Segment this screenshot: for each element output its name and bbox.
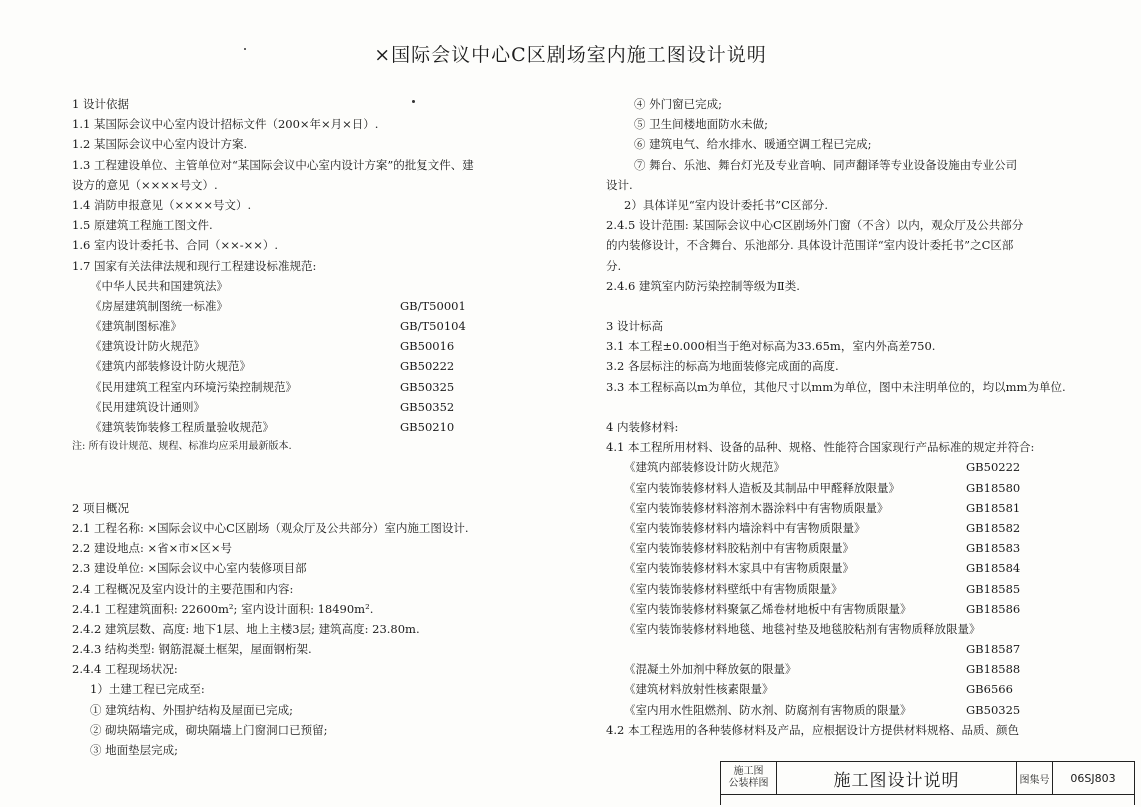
text-line xyxy=(606,599,1106,619)
text-line xyxy=(606,336,1106,356)
text-line xyxy=(72,336,542,356)
title-block xyxy=(720,761,1135,805)
line-text: 2.3 建设单位: ×国际会议中心室内装修项目部 xyxy=(72,561,307,576)
line-text: 的内装修设计，不含舞台、乐池部分. 具体设计范围详“室内设计委托书”之C区部 xyxy=(606,238,1014,253)
text-line xyxy=(72,256,542,276)
line-text: 4.1 本工程所用材料、设备的品种、规格、性能符合国家现行产品标准的规定并符合: xyxy=(606,440,1035,455)
text-line xyxy=(72,619,542,639)
text-line xyxy=(72,276,542,296)
text-line xyxy=(606,518,1106,538)
line-text: 《室内用水性阻燃剂、防水剂、防腐剂有害物质的限量》 xyxy=(624,702,912,717)
title-block-category xyxy=(721,762,777,794)
line-text: 2.4.4 工程现场状况: xyxy=(72,662,178,677)
line-text: 《室内装饰装修材料地毯、地毯衬垫及地毯胶粘剂有害物质释放限量》 xyxy=(624,621,981,636)
standard-code: GB18586 xyxy=(966,601,1021,616)
line-text: 2.4.1 工程建筑面积: 22600m²; 室内设计面积: 18490m². xyxy=(72,601,374,616)
standard-code: GB18582 xyxy=(966,520,1021,535)
signature-row xyxy=(721,794,1134,807)
text-line xyxy=(72,498,542,518)
line-text: ⑤ 卫生间楼地面防水未做; xyxy=(634,117,769,132)
line-text: 《建筑装饰装修工程质量验收规范》 xyxy=(90,420,274,434)
text-line xyxy=(606,720,1106,740)
line-text: 1）土建工程已完成至: xyxy=(90,682,205,697)
text-line xyxy=(72,457,542,477)
text-line xyxy=(72,134,542,154)
page-title: ×国际会议中心C区剧场室内施工图设计说明 xyxy=(374,44,767,66)
line-text: 分. xyxy=(606,258,622,273)
text-line xyxy=(72,417,542,437)
line-text: 2.4.3 结构类型: 钢筋混凝土框架，屋面钢桁架. xyxy=(72,642,312,657)
text-line xyxy=(606,619,1106,639)
text-line xyxy=(72,155,542,175)
text-line xyxy=(606,94,1106,114)
text-line xyxy=(606,417,1106,437)
text-line xyxy=(606,195,1106,215)
text-line xyxy=(606,377,1106,397)
text-line xyxy=(606,639,1106,659)
standard-code: GB6566 xyxy=(966,682,1013,697)
text-line xyxy=(72,720,542,740)
sheet-title: 施工图设计说明 xyxy=(777,762,1017,794)
line-text: 2.4.2 建筑层数、高度: 地下1层、地上主楼3层; 建筑高度: 23.80m. xyxy=(72,621,420,636)
atlas-label: 图集号 xyxy=(1017,762,1053,794)
line-text: 《室内装饰装修材料内墙涂料中有害物质限量》 xyxy=(624,520,866,535)
text-line xyxy=(72,740,542,760)
line-text: ⑥ 建筑电气、给水排水、暖通空调工程已完成; xyxy=(634,137,872,152)
text-line xyxy=(72,215,542,235)
line-text: 1.4 消防申报意见（××××号文）. xyxy=(72,197,252,212)
line-text: 《室内装饰装修材料木家具中有害物质限量》 xyxy=(624,561,854,576)
text-line xyxy=(72,195,542,215)
standard-code: GB18581 xyxy=(966,500,1021,515)
line-text: 2.4 工程概况及室内设计的主要范围和内容: xyxy=(72,581,294,596)
line-text: 《混凝土外加剂中释放氨的限量》 xyxy=(624,662,797,677)
text-line xyxy=(606,276,1106,296)
line-text: ② 砌块隔墙完成，砌块隔墙上门窗洞口已预留; xyxy=(90,722,328,737)
line-text: 《建筑内部装修设计防火规范》 xyxy=(90,359,251,374)
line-text: 3.2 各层标注的标高为地面装修完成面的高度. xyxy=(606,359,839,374)
line-text: 2 项目概况 xyxy=(72,500,129,515)
text-line xyxy=(606,155,1106,175)
text-line xyxy=(606,498,1106,518)
text-line xyxy=(606,175,1106,195)
text-line xyxy=(72,478,542,498)
line-text: 《房屋建筑制图统一标准》 xyxy=(90,298,228,313)
standard-code: GB50222 xyxy=(400,359,455,374)
line-text: 《建筑制图标准》 xyxy=(90,319,182,334)
category-line-1: 施工图 xyxy=(733,766,764,777)
text-line xyxy=(72,356,542,376)
text-line xyxy=(606,397,1106,417)
line-text: 1.5 原建筑工程施工图文件. xyxy=(72,218,213,233)
line-text: 3.1 本工程±0.000相当于绝对标高为33.65m，室内外高差750. xyxy=(606,339,936,354)
line-text: ④ 外门窗已完成; xyxy=(634,97,723,111)
line-text: ③ 地面垫层完成; xyxy=(90,743,179,757)
category-line-2: 公装样图 xyxy=(728,778,769,789)
text-line xyxy=(72,599,542,619)
standard-code: GB50325 xyxy=(966,702,1021,717)
atlas-number: 06SJ803 xyxy=(1070,771,1116,785)
text-line xyxy=(606,356,1106,376)
text-line xyxy=(72,316,542,336)
text-line xyxy=(72,700,542,720)
line-text: 注: 所有设计规范、规程、标准均应采用最新版本. xyxy=(72,441,292,453)
text-line xyxy=(606,579,1106,599)
text-line xyxy=(72,538,542,558)
text-line xyxy=(606,679,1106,699)
text-line xyxy=(72,659,542,679)
text-line xyxy=(606,296,1106,316)
text-line xyxy=(606,659,1106,679)
line-text: 4 内装修材料: xyxy=(606,420,679,434)
line-text: 《室内装饰装修材料溶剂木器涂料中有害物质限量》 xyxy=(624,500,889,515)
line-text: 《民用建筑工程室内环境污染控制规范》 xyxy=(90,379,297,394)
line-text: 2.4.6 建筑室内防污染控制等级为Ⅱ类. xyxy=(606,278,800,293)
text-line xyxy=(72,94,542,114)
standard-code: GB18588 xyxy=(966,662,1021,677)
text-line xyxy=(72,114,542,134)
line-text: 2）具体详见“室内设计委托书”C区部分. xyxy=(624,197,829,212)
line-text: 《室内装饰装修材料人造板及其制品中甲醛释放限量》 xyxy=(624,480,900,495)
text-line xyxy=(606,700,1106,720)
standard-code: GB18584 xyxy=(966,561,1021,576)
text-line xyxy=(72,235,542,255)
line-text: 《室内装饰装修材料聚氯乙烯卷材地板中有害物质限量》 xyxy=(624,601,912,616)
line-text: 设计. xyxy=(606,177,633,192)
text-line xyxy=(606,114,1106,134)
line-text: ⑦ 舞台、乐池、舞台灯光及专业音响、同声翻译等专业设备设施由专业公司 xyxy=(634,157,1018,172)
text-line xyxy=(606,478,1106,498)
text-line xyxy=(606,437,1106,457)
left-column xyxy=(72,94,542,760)
standard-code: GB/T50104 xyxy=(400,319,466,334)
standard-code: GB50222 xyxy=(966,460,1021,475)
line-text: 2.1 工程名称: ×国际会议中心C区剧场（观众厅及公共部分）室内施工图设计. xyxy=(72,520,469,535)
text-line xyxy=(606,215,1106,235)
line-text: 《室内装饰装修材料壁纸中有害物质限量》 xyxy=(624,581,843,596)
line-text: 1.2 某国际会议中心室内设计方案. xyxy=(72,137,248,152)
line-text: 《建筑设计防火规范》 xyxy=(90,339,205,354)
line-text: 《中华人民共和国建筑法》 xyxy=(90,278,228,293)
text-line xyxy=(606,316,1106,336)
standard-code: GB50016 xyxy=(400,339,455,354)
text-line xyxy=(606,558,1106,578)
text-line xyxy=(72,679,542,699)
line-text: 3.3 本工程标高以m为单位，其他尺寸以mm为单位，图中未注明单位的，均以mm为单位. xyxy=(606,379,1066,394)
text-line xyxy=(72,558,542,578)
line-text: 1.1 某国际会议中心室内设计招标文件（200×年×月×日）. xyxy=(72,117,379,132)
text-line xyxy=(606,235,1106,255)
line-text: 设方的意见（××××号文）. xyxy=(72,177,218,192)
text-line xyxy=(72,437,542,457)
line-text: 《建筑内部装修设计防火规范》 xyxy=(624,460,785,475)
scan-speck xyxy=(244,48,246,50)
scan-speck xyxy=(412,100,415,103)
line-text: 1.6 室内设计委托书、合同（××-××）. xyxy=(72,238,279,253)
line-text: 2.2 建设地点: ×省×市×区×号 xyxy=(72,541,233,556)
text-line xyxy=(606,134,1106,154)
line-text: 《室内装饰装修材料胶粘剂中有害物质限量》 xyxy=(624,541,854,556)
standard-code: GB50210 xyxy=(400,420,455,434)
line-text: 1.7 国家有关法律法规和现行工程建设标准规范: xyxy=(72,258,317,273)
line-text: 《民用建筑设计通则》 xyxy=(90,399,205,414)
line-text: 1 设计依据 xyxy=(72,97,129,111)
text-line xyxy=(72,639,542,659)
line-text: ① 建筑结构、外围护结构及屋面已完成; xyxy=(90,702,294,717)
right-column xyxy=(606,94,1106,740)
standard-code: GB18580 xyxy=(966,480,1021,495)
line-text: 2.4.5 设计范围: 某国际会议中心C区剧场外门窗（不含）以内，观众厅及公共部分 xyxy=(606,218,1024,233)
standard-code: GB50352 xyxy=(400,399,455,414)
text-line xyxy=(606,457,1106,477)
text-line xyxy=(72,518,542,538)
text-line xyxy=(72,175,542,195)
line-text: 3 设计标高 xyxy=(606,319,663,334)
standard-code: GB18587 xyxy=(966,642,1021,657)
line-text: 1.3 工程建设单位、主管单位对“某国际会议中心室内设计方案”的批复文件、建 xyxy=(72,157,474,172)
standard-code: GB/T50001 xyxy=(400,298,466,313)
text-line xyxy=(606,538,1106,558)
standard-code: GB50325 xyxy=(400,379,455,394)
standard-code: GB18585 xyxy=(966,581,1021,596)
text-line xyxy=(72,397,542,417)
text-line xyxy=(72,377,542,397)
standard-code: GB18583 xyxy=(966,541,1021,556)
text-line xyxy=(606,256,1106,276)
text-line xyxy=(72,296,542,316)
line-text: 《建筑材料放射性核素限量》 xyxy=(624,682,774,697)
line-text: 4.2 本工程选用的各种装修材料及产品，应根据设计方提供材料规格、品质、颜色 xyxy=(606,722,1019,737)
text-line xyxy=(72,579,542,599)
